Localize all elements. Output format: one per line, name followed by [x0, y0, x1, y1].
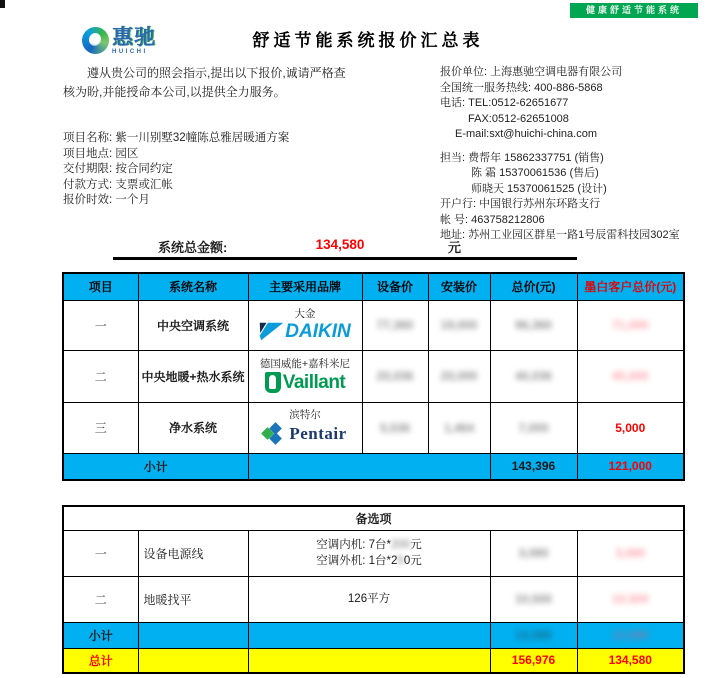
- contact-design: 师晓天 15370061525 (设计): [471, 182, 607, 195]
- header-total-price: 总价(元): [490, 273, 577, 300]
- logo-text-cn: 惠驰: [112, 26, 156, 49]
- project-payment: 付款方式: 支票或汇帐: [63, 178, 173, 191]
- huichi-swirl-icon: [82, 27, 109, 54]
- desc-line-indoor: 空调内机: 7台*200元: [316, 539, 422, 551]
- header-client-total: 墨白客户总价(元): [577, 273, 684, 300]
- quotation-table: [62, 272, 685, 481]
- quote-company: 报价单位: 上海惠驰空调电器有限公司: [440, 66, 623, 78]
- brand-cell: [248, 300, 362, 350]
- grand-total-row: [63, 648, 684, 673]
- option-desc: [248, 530, 490, 576]
- bank-line: 开户行: 中国银行苏州东环路支行: [440, 198, 601, 210]
- desc-line-outdoor: 空调外机: 1台*250元: [316, 555, 422, 567]
- header-system-name: 系统名称: [138, 273, 248, 300]
- install-price-cell: 1,464: [428, 402, 490, 453]
- table-row-heating: [63, 350, 684, 402]
- daikin-wordmark: DAIKIN: [285, 320, 351, 342]
- huichi-logo: [82, 27, 156, 55]
- system-name-cell: 中央地暖+热水系统: [138, 350, 248, 402]
- quote-email: E-mail:sxt@huichi-china.com: [455, 128, 597, 140]
- system-name-cell: 中央空调系统: [138, 300, 248, 350]
- subtotal-spacer: [248, 453, 490, 480]
- row-no: 二: [63, 350, 138, 402]
- project-delivery: 交付期限: 按合同约定: [63, 163, 173, 175]
- quote-hotline: 全国统一服务热线: 400-886-5868: [440, 81, 603, 94]
- scan-corner-mark: [0, 0, 5, 8]
- client-total-cell: 45,000: [577, 350, 684, 402]
- daikin-flag-icon: [259, 322, 283, 341]
- system-total-unit: 元: [448, 240, 462, 255]
- total-price-cell: 10,500: [490, 576, 577, 622]
- table-row-hvac: [63, 300, 684, 350]
- device-price-cell: 20,036: [362, 350, 428, 402]
- quote-tel: 电话: TEL:0512-62651677: [440, 97, 569, 109]
- vaillant-hare-icon: [265, 372, 281, 393]
- subtotal-client-total: 13,580: [577, 622, 684, 648]
- subtotal-row: [63, 453, 684, 480]
- subtotal-spacer: [248, 622, 490, 648]
- subtotal-client-total: 121,000: [577, 453, 684, 480]
- option-row-power-cable: [63, 530, 684, 576]
- system-total-label: 系统总金额:: [158, 240, 228, 255]
- intro-paragraph: 遵从贵公司的照会指示,提出以下报价,诚请严格查核为盼,并能授命本公司,以提供全力服务。: [63, 66, 346, 99]
- table-row-water: [63, 402, 684, 453]
- daikin-logo: [249, 321, 362, 343]
- client-total-cell: 3,080: [577, 530, 684, 576]
- device-price-cell: 5,536: [362, 402, 428, 453]
- header-item: 项目: [63, 273, 138, 300]
- brand-name-cn: 德国威能+嘉科米尼: [259, 357, 351, 370]
- contact-sales: 担当: 费帮年 15862337751 (销售): [440, 151, 604, 164]
- option-desc: 126平方: [248, 576, 490, 622]
- header-install-price: 安装价: [428, 273, 490, 300]
- install-price-cell: 19,000: [428, 300, 490, 350]
- system-name-cell: 净水系统: [138, 402, 248, 453]
- brand-name-cn: 滨特尔: [289, 409, 321, 421]
- table-header-row: [63, 273, 684, 300]
- row-no: 三: [63, 402, 138, 453]
- total-underline: [113, 257, 577, 260]
- total-price-cell: 7,000: [490, 402, 577, 453]
- row-no: 一: [63, 530, 138, 576]
- grand-spacer: [138, 648, 248, 673]
- brand-cell: [248, 402, 362, 453]
- option-row-floor-leveling: [63, 576, 684, 622]
- header-device-price: 设备价: [362, 273, 428, 300]
- project-info: [63, 131, 289, 209]
- option-name: 地暖找平: [138, 576, 248, 622]
- pentair-diamonds-icon: [263, 423, 285, 445]
- project-site: 项目地点: 园区: [63, 147, 139, 160]
- brand-cell: [248, 350, 362, 402]
- logo-text-en: HUICHI: [112, 49, 148, 55]
- grand-total-value: 156,976: [490, 648, 577, 673]
- page-title: 舒适节能系统报价汇总表: [252, 31, 484, 50]
- client-total-cell: 5,000: [577, 402, 684, 453]
- brand-name-cn: 大金: [294, 307, 316, 320]
- quote-fax: FAX:0512-62651008: [468, 112, 569, 125]
- total-price-cell: 96,360: [490, 300, 577, 350]
- options-subtotal-row: [63, 622, 684, 648]
- row-no: 一: [63, 300, 138, 350]
- account-line: 帐 号: 463758212806: [440, 213, 545, 226]
- options-header-row: [63, 506, 684, 530]
- project-validity: 报价时效: 一个月: [63, 194, 150, 206]
- client-total-cell: 71,000: [577, 300, 684, 350]
- project-name: 项目名称: 紫一川别墅32幢陈总雅居暖通方案: [63, 132, 290, 144]
- options-table: [62, 505, 685, 674]
- options-title: 备选项: [63, 506, 684, 530]
- grand-total-label: 总计: [63, 648, 138, 673]
- subtotal-spacer: [138, 622, 248, 648]
- grand-spacer: [248, 648, 490, 673]
- option-name: 设备电源线: [138, 530, 248, 576]
- pentair-logo: [249, 422, 362, 446]
- grand-client-total-value: 134,580: [577, 648, 684, 673]
- vaillant-wordmark: Vaillant: [282, 371, 346, 393]
- quote-contact-info: [440, 65, 680, 244]
- pentair-wordmark: Pentair: [289, 424, 347, 443]
- subtotal-label: 小计: [63, 453, 248, 480]
- install-price-cell: 20,000: [428, 350, 490, 402]
- health-comfort-ribbon: 健康舒适节能系统: [570, 3, 698, 18]
- subtotal-total: 13,580: [490, 622, 577, 648]
- subtotal-label: 小计: [63, 622, 138, 648]
- total-price-cell: 40,036: [490, 350, 577, 402]
- total-price-cell: 3,080: [490, 530, 577, 576]
- device-price-cell: 77,360: [362, 300, 428, 350]
- vaillant-logo: [249, 371, 362, 395]
- subtotal-total: 143,396: [490, 453, 577, 480]
- contact-aftersale: 陈 霜 15370061536 (售后): [471, 167, 599, 179]
- address-line: 地址: 苏州工业园区群星一路1号辰雷科技园302室: [440, 229, 680, 241]
- header-brand: 主要采用品牌: [248, 273, 362, 300]
- client-total-cell: 10,500: [577, 576, 684, 622]
- system-total-value: 134,580: [315, 237, 365, 252]
- row-no: 二: [63, 576, 138, 622]
